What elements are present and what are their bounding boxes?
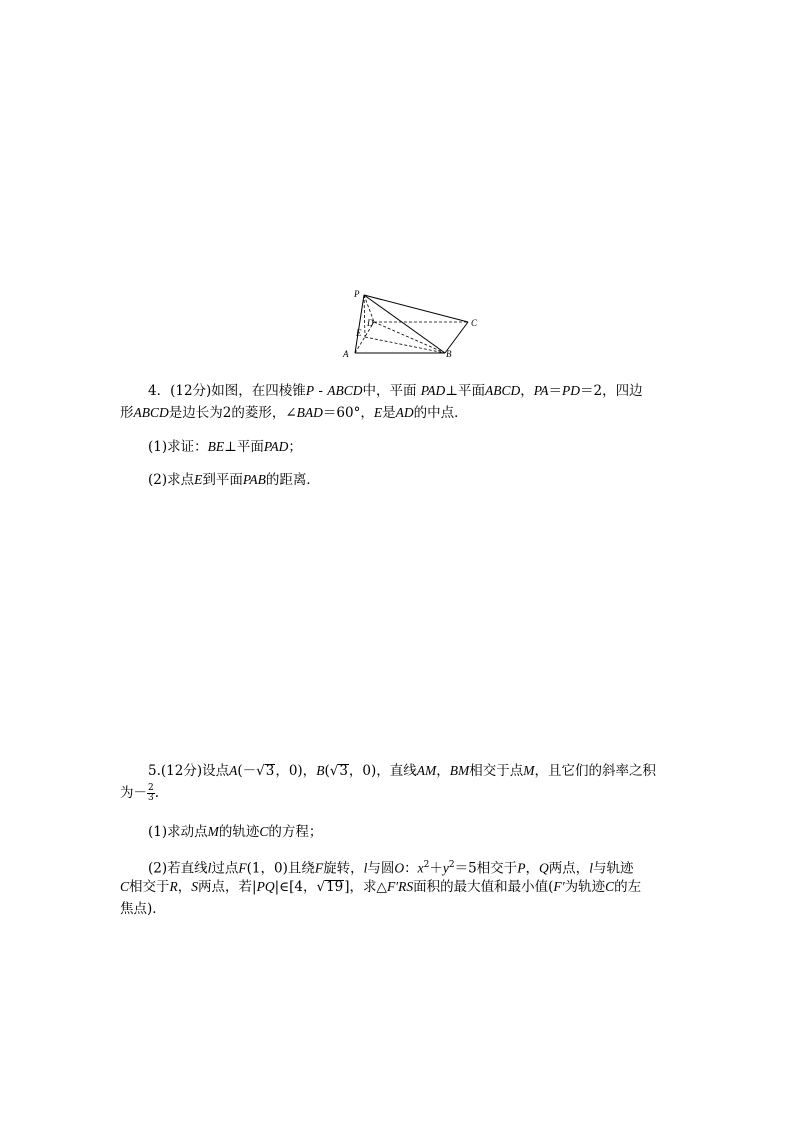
- q4-part-1: (1)求证：BE⊥平面PAD；: [148, 439, 302, 455]
- edge-PC: [364, 295, 468, 322]
- q5-part-2-line-1: (2)若直线l过点F(1，0)且绕F旋转，l与圆O：$x^2+y^2=5$相交于P，Q两点，l与轨迹: [148, 860, 634, 877]
- pyramid-figure: [338, 285, 488, 365]
- sqrt-symbol: √: [329, 763, 339, 779]
- q4-line-2: 形ABCD是边长为2的菱形，∠BAD＝60°，E是AD的中点．: [120, 405, 468, 421]
- q4-part-2: (2)求点E到平面PAB的距离．: [148, 472, 320, 488]
- q5-line-2: 为－ $\frac{2}{3}$ .: [120, 783, 160, 803]
- segment-PE: [364, 295, 365, 337]
- label-A: A: [343, 349, 349, 359]
- label-B: B: [446, 349, 452, 359]
- q5-line-1: 5.(12分)设点A(－√3，0)，B(√3，0)，直线AM，BM相交于点M，且它们的斜率之积: [148, 763, 657, 779]
- sqrt-symbol: √: [316, 879, 326, 895]
- label-C: C: [471, 318, 478, 328]
- sqrt-symbol: √: [256, 763, 265, 779]
- q5-part-2-line-3: 焦点)．: [120, 901, 166, 917]
- q4-line-1: 4．(12分)如图，在四棱锥P - ABCD中，平面 PAD⊥平面ABCD，PA＝PD＝2，四边: [148, 383, 643, 399]
- label-E: E: [356, 328, 362, 338]
- label-D: D: [367, 318, 374, 328]
- q5-part-2-line-2: C相交于R，S两点，若|PQ|∈[4，√19]，求△F′RS面积的最大值和最小值(F′为轨迹C的左: [120, 879, 642, 895]
- fraction: $\frac{2}{3}$: [148, 783, 154, 803]
- edge-PA: [355, 295, 364, 353]
- q5-part-1: (1)求动点M的轨迹C的方程；: [148, 824, 323, 840]
- label-P: P: [354, 289, 360, 299]
- edge-DB: [374, 322, 445, 353]
- edge-PB: [364, 295, 445, 353]
